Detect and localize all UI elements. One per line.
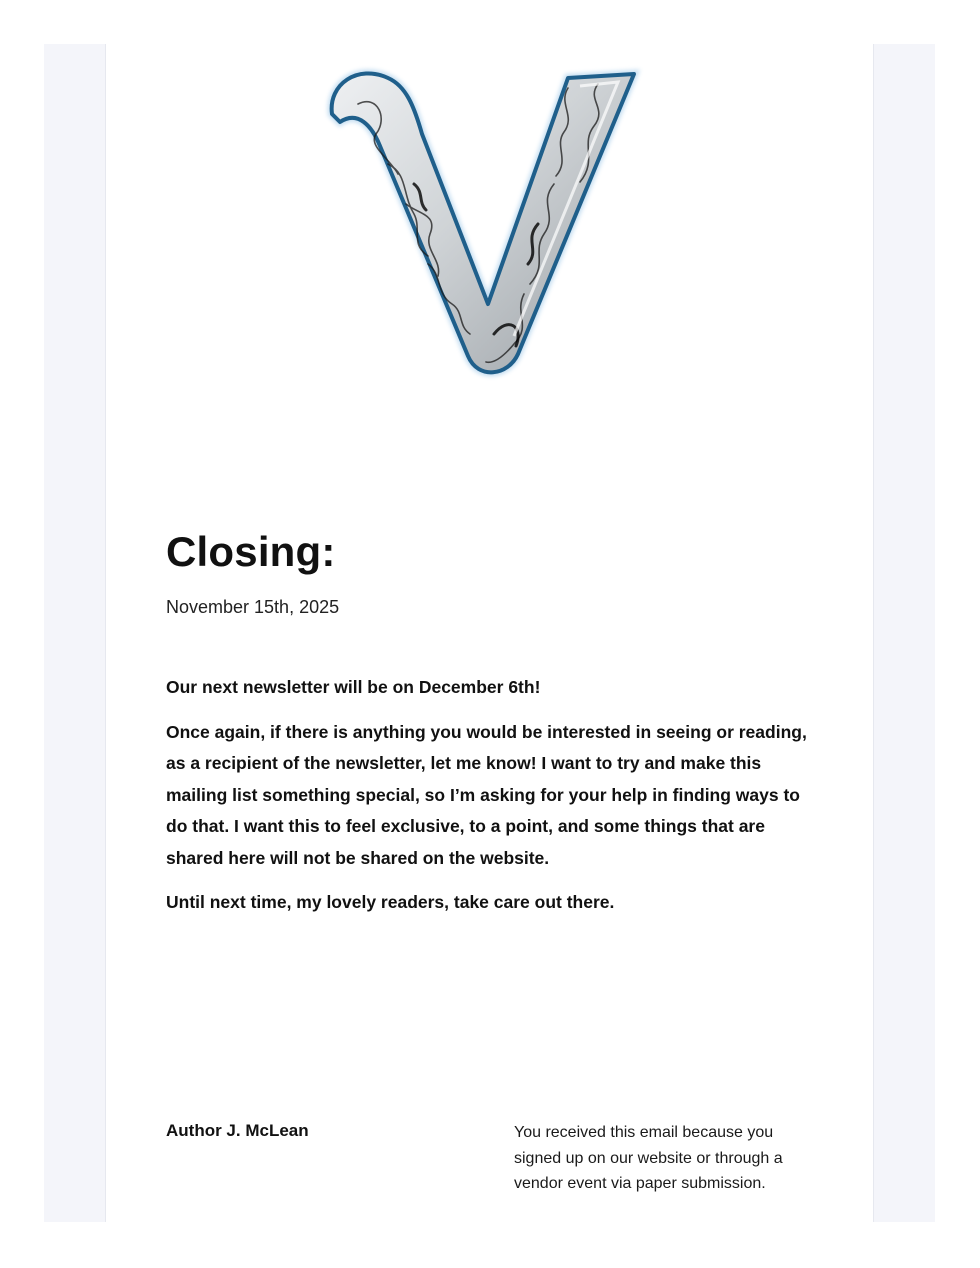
section-date: November 15th, 2025 xyxy=(166,597,340,617)
letter-v-logo-icon xyxy=(318,64,648,384)
newsletter-body xyxy=(166,672,826,932)
section-title: Closing: xyxy=(166,528,336,575)
author-name: Author J. McLean xyxy=(166,1121,309,1140)
body-paragraph: Our next newsletter will be on December 6th! xyxy=(166,677,541,697)
body-paragraph: Until next time, my lovely readers, take care out there. xyxy=(166,892,615,912)
subscription-disclaimer: You received this email because you signed up on our website or through a vendor event via paper submission. xyxy=(514,1124,783,1192)
body-paragraph: Once again, if there is anything you would be interested in seeing or reading, as a recipient of the newsletter, let me know! I want to try and make this mailing list something special, so I’m asking for your help in finding ways to do that. I want this to feel exclusive, to a point, and some things that are shared here will not be shared on the website. xyxy=(166,721,807,868)
